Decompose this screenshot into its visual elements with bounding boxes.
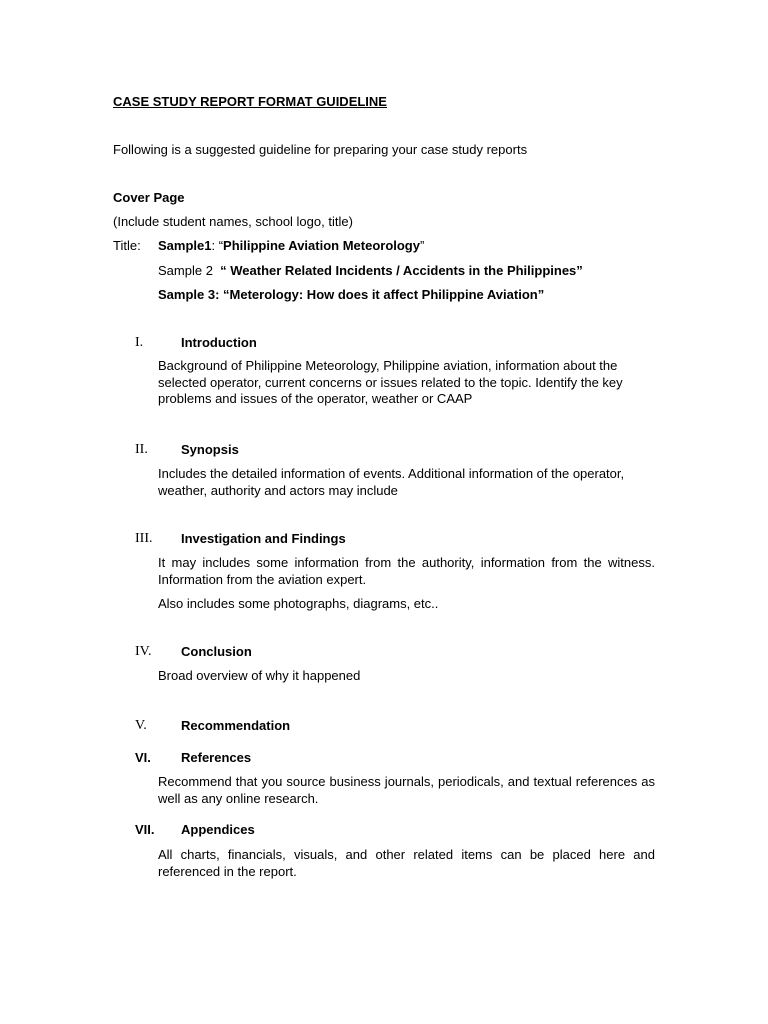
section-body-synopsis: Includes the detailed information of events. Additional information of the operator, weather, authority and actors may include — [158, 466, 625, 498]
sample1-line — [158, 238, 424, 254]
section-body-introduction: Background of Philippine Meteorology, Philippine aviation, information about the selected operator, current concerns or issues related to the topic. Identify the key problems and issues of the operator, weather or CAAP — [158, 358, 623, 406]
sample2-line — [158, 263, 583, 279]
section-body-investigation: It may includes some information from the authority, information from the witness. Information from the aviation expert. — [158, 555, 655, 587]
sample1-text: Philippine Aviation Meteorology — [223, 238, 420, 253]
section-heading-appendices: Appendices — [181, 822, 255, 837]
sample1-label: Sample1 — [158, 238, 212, 253]
section-heading-conclusion: Conclusion — [181, 644, 252, 659]
sample3-line: Sample 3: “Meterology: How does it affect Philippine Aviation” — [158, 287, 545, 302]
section-body-investigation-extra: Also includes some photographs, diagrams, etc.. — [158, 596, 439, 611]
sample1-close-quote: ” — [419, 238, 425, 253]
cover-page-heading: Cover Page — [113, 190, 185, 205]
section-heading-introduction: Introduction — [181, 335, 257, 350]
section-numeral: IV. — [135, 644, 152, 659]
section-heading-synopsis: Synopsis — [181, 442, 239, 457]
section-numeral: III. — [135, 531, 153, 546]
section-numeral: VII. — [135, 822, 155, 837]
section-numeral: V. — [135, 718, 147, 733]
section-body-appendices: All charts, financials, visuals, and other related items can be placed here and referenced in the report. — [158, 847, 655, 879]
section-numeral: VI. — [135, 750, 151, 765]
cover-page-note: (Include student names, school logo, title) — [113, 214, 353, 229]
title-label: Title: — [113, 238, 141, 253]
document-title: CASE STUDY REPORT FORMAT GUIDELINE — [113, 94, 387, 109]
sample1-separator: : “ — [211, 238, 224, 253]
section-heading-references: References — [181, 750, 252, 765]
section-numeral: II. — [135, 442, 148, 457]
section-heading-recommendation: Recommendation — [181, 718, 291, 733]
intro-text: Following is a suggested guideline for preparing your case study reports — [113, 142, 528, 157]
sample2-label: Sample 2 — [158, 263, 213, 278]
sample2-text: “ Weather Related Incidents / Accidents in the Philippines” — [220, 263, 583, 278]
section-heading-investigation: Investigation and Findings — [181, 531, 346, 546]
section-body-references: Recommend that you source business journals, periodicals, and textual references as well as any online research. — [158, 774, 655, 806]
section-numeral: I. — [135, 335, 144, 350]
section-body-conclusion: Broad overview of why it happened — [158, 668, 361, 683]
